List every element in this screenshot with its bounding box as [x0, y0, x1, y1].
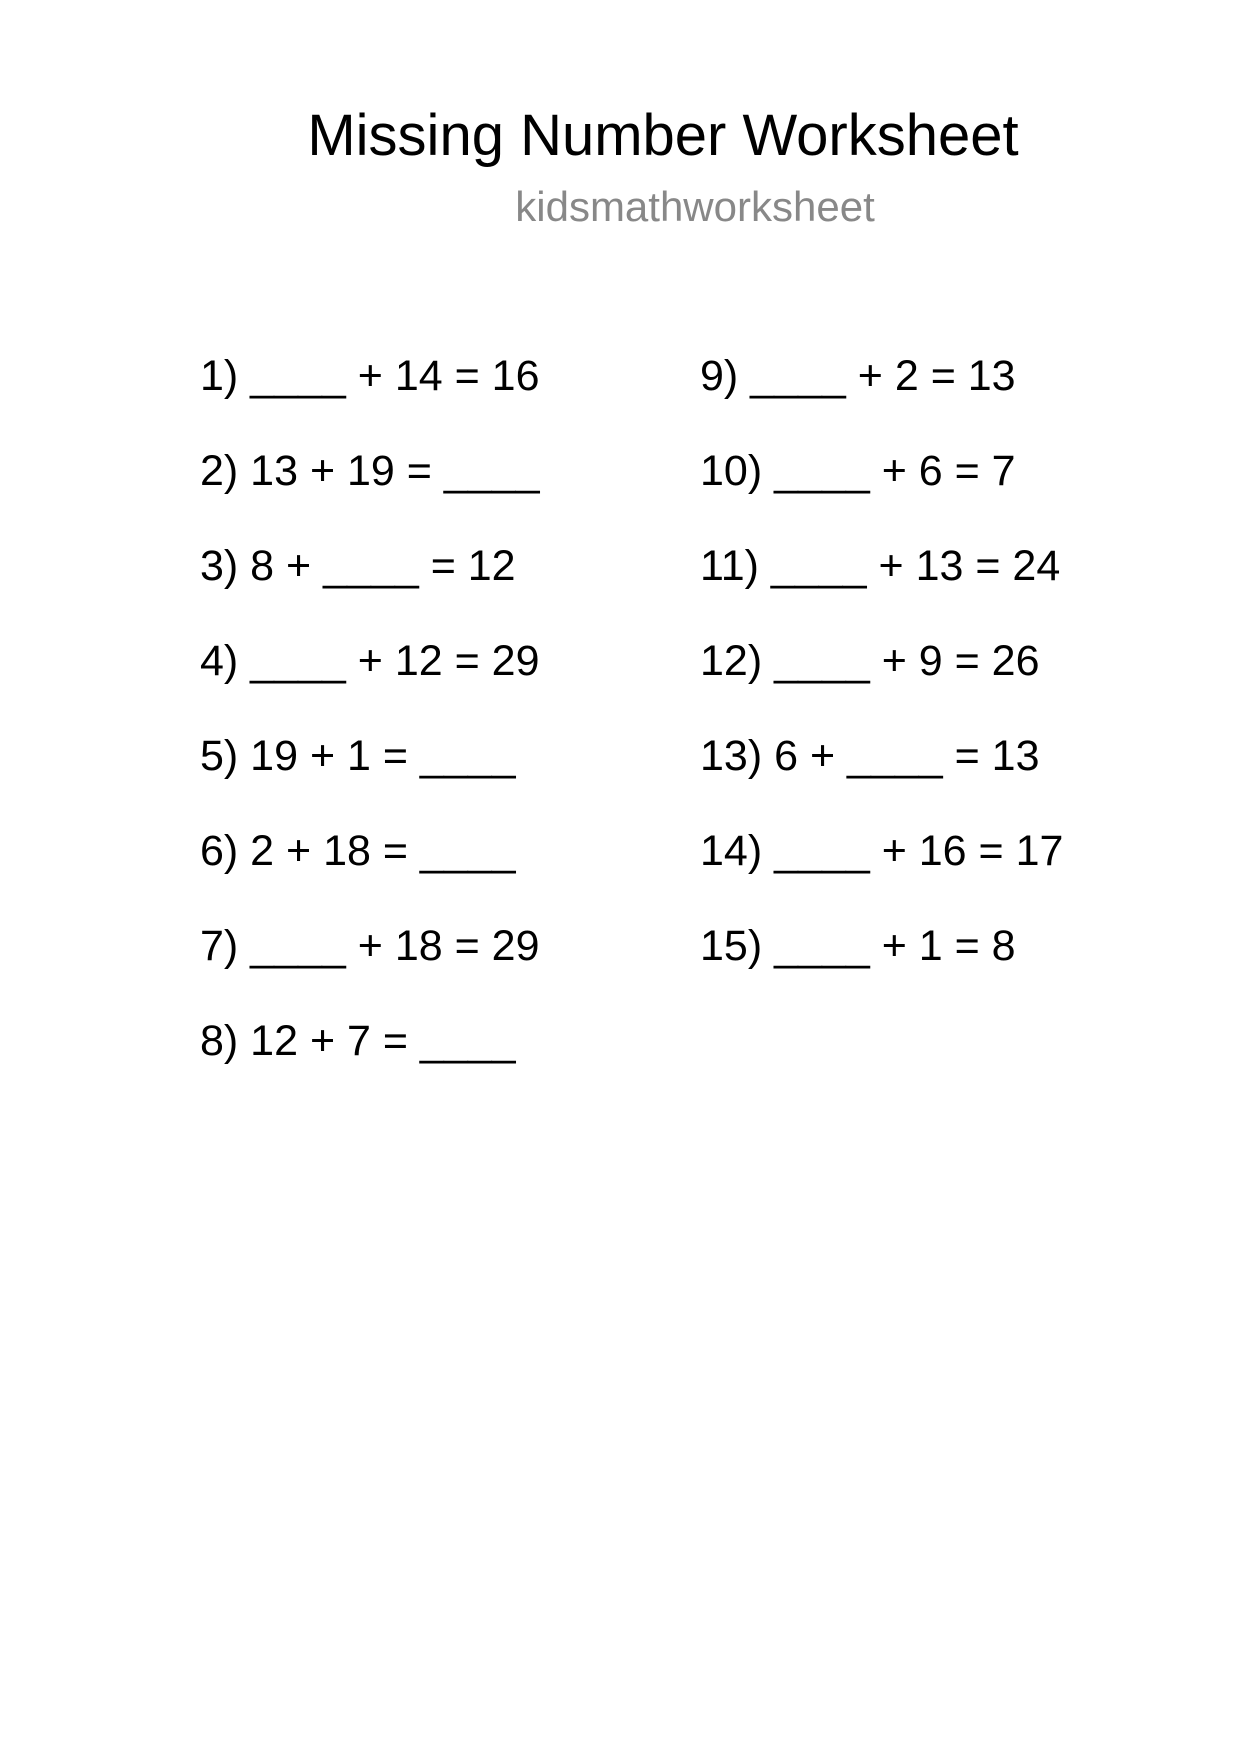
- problem-2: 2) 13 + 19 = ____: [200, 447, 540, 495]
- problem-column-left: [200, 350, 540, 1110]
- problem-15: 15) ____ + 1 = 8: [700, 922, 1016, 970]
- problem-12: 12) ____ + 9 = 26: [700, 637, 1040, 685]
- problem-7: 7) ____ + 18 = 29: [200, 922, 540, 970]
- problem-9: 9) ____ + 2 = 13: [700, 352, 1016, 400]
- problem-3: 3) 8 + ____ = 12: [200, 542, 516, 590]
- problem-14: 14) ____ + 16 = 17: [700, 827, 1064, 875]
- problem-column-right: [700, 350, 1063, 1015]
- problem-13: 13) 6 + ____ = 13: [700, 732, 1040, 780]
- problem-5: 5) 19 + 1 = ____: [200, 732, 516, 780]
- problem-11: 11) ____ + 13 = 24: [700, 542, 1061, 590]
- problem-10: 10) ____ + 6 = 7: [700, 447, 1016, 495]
- worksheet-subtitle: kidsmathworksheet: [515, 183, 875, 230]
- problem-6: 6) 2 + 18 = ____: [200, 827, 516, 875]
- problem-4: 4) ____ + 12 = 29: [200, 637, 540, 685]
- worksheet-title: Missing Number Worksheet: [307, 103, 1019, 168]
- problem-1: 1) ____ + 14 = 16: [200, 352, 540, 400]
- problem-8: 8) 12 + 7 = ____: [200, 1017, 516, 1065]
